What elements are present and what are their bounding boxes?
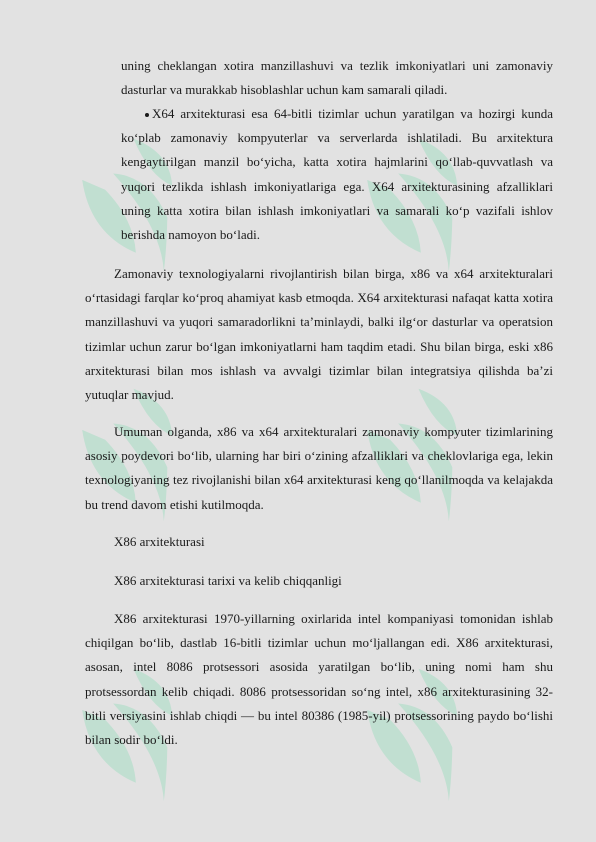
paragraph-history: X86 arxitekturasi 1970-yillarning oxirlarida intel kompaniyasi tomonidan ishlab chiqilgan bo‘lib, dastlab 16-bitli tizimlar uchun mo‘ljallangan edi. X86 arxitekturasi, asosan, intel 8086 protsessori asosida yaratilgan bo‘lib, uning nomi ham shu protsessordan kelib chiqadi. 8086 protsessoridan so‘ng intel, x86 arxitekturasining 32-bitli versiyasini ishlab chiqdi — bu intel 80386 (1985-yil) protsessorining paydo bo‘lishi bilan sodir bo‘ldi. [85, 611, 553, 748]
subsection-heading: X86 arxitekturasi tarixi va kelib chiqqanligi [114, 573, 342, 588]
bullet-paragraph-x64 [121, 102, 553, 247]
bullet-text: X64 arxitekturasi esa 64-bitli tizimlar uchun yaratilgan va hozirgi kunda ko‘plab zamonaviy kompyuterlar va serverlarda ishlatiladi. Bu arxitektura kengaytirilgan manzil bo‘yicha, katta xotira hajmlarini qo‘llab-quvvatlash va yuqori tezlikda ishlash imkoniyatlariga ega. X64 arxitekturasining afzalliklari uning katta xotira bilan ishlash imkoniyatlari va samarali ko‘p vazifali ishlov berishda namoyon bo‘ladi. [121, 106, 553, 243]
paragraph-modern-tech: Zamonaviy texnologiyalarni rivojlantirish bilan birga, x86 va x64 arxitekturalari o‘rtasidagi farqlar ko‘proq ahamiyat kasb etmoqda. X64 arxitekturasi nafaqat katta xotira manzillashuvi va yuqori samaradorlikni ta’minlaydi, balki ilg‘or dasturlar va operatsion tizimlar uchun zarur bo‘lgan imkoniyatlarni ham taqdim etadi. Shu bilan birga, eski x86 arxitekturasi bilan mos ishlash va avvalgi tizimlar bilan integratsiya qilishda ba’zi yutuqlar mavjud. [85, 266, 553, 403]
paragraph-continuation: uning cheklangan xotira manzillashuvi va tezlik imkoniyatlari uni zamonaviy dasturlar va murakkab hisoblashlar uchun kam samarali qiladi. [121, 58, 553, 98]
paragraph-summary: Umuman olganda, x86 va x64 arxitekturalari zamonaviy kompyuter tizimlarining asosiy poydevori bo‘lib, ularning har biri o‘zining afzalliklari va cheklovlariga ega, lekin texnologiyaning tez rivojlanishi bilan x64 arxitekturasi keng qo‘llanilmoqda va kelajakda bu trend davom etishi kutilmoqda. [85, 424, 553, 512]
section-heading: X86 arxitekturasi [114, 534, 205, 549]
bullet-icon [145, 113, 149, 117]
